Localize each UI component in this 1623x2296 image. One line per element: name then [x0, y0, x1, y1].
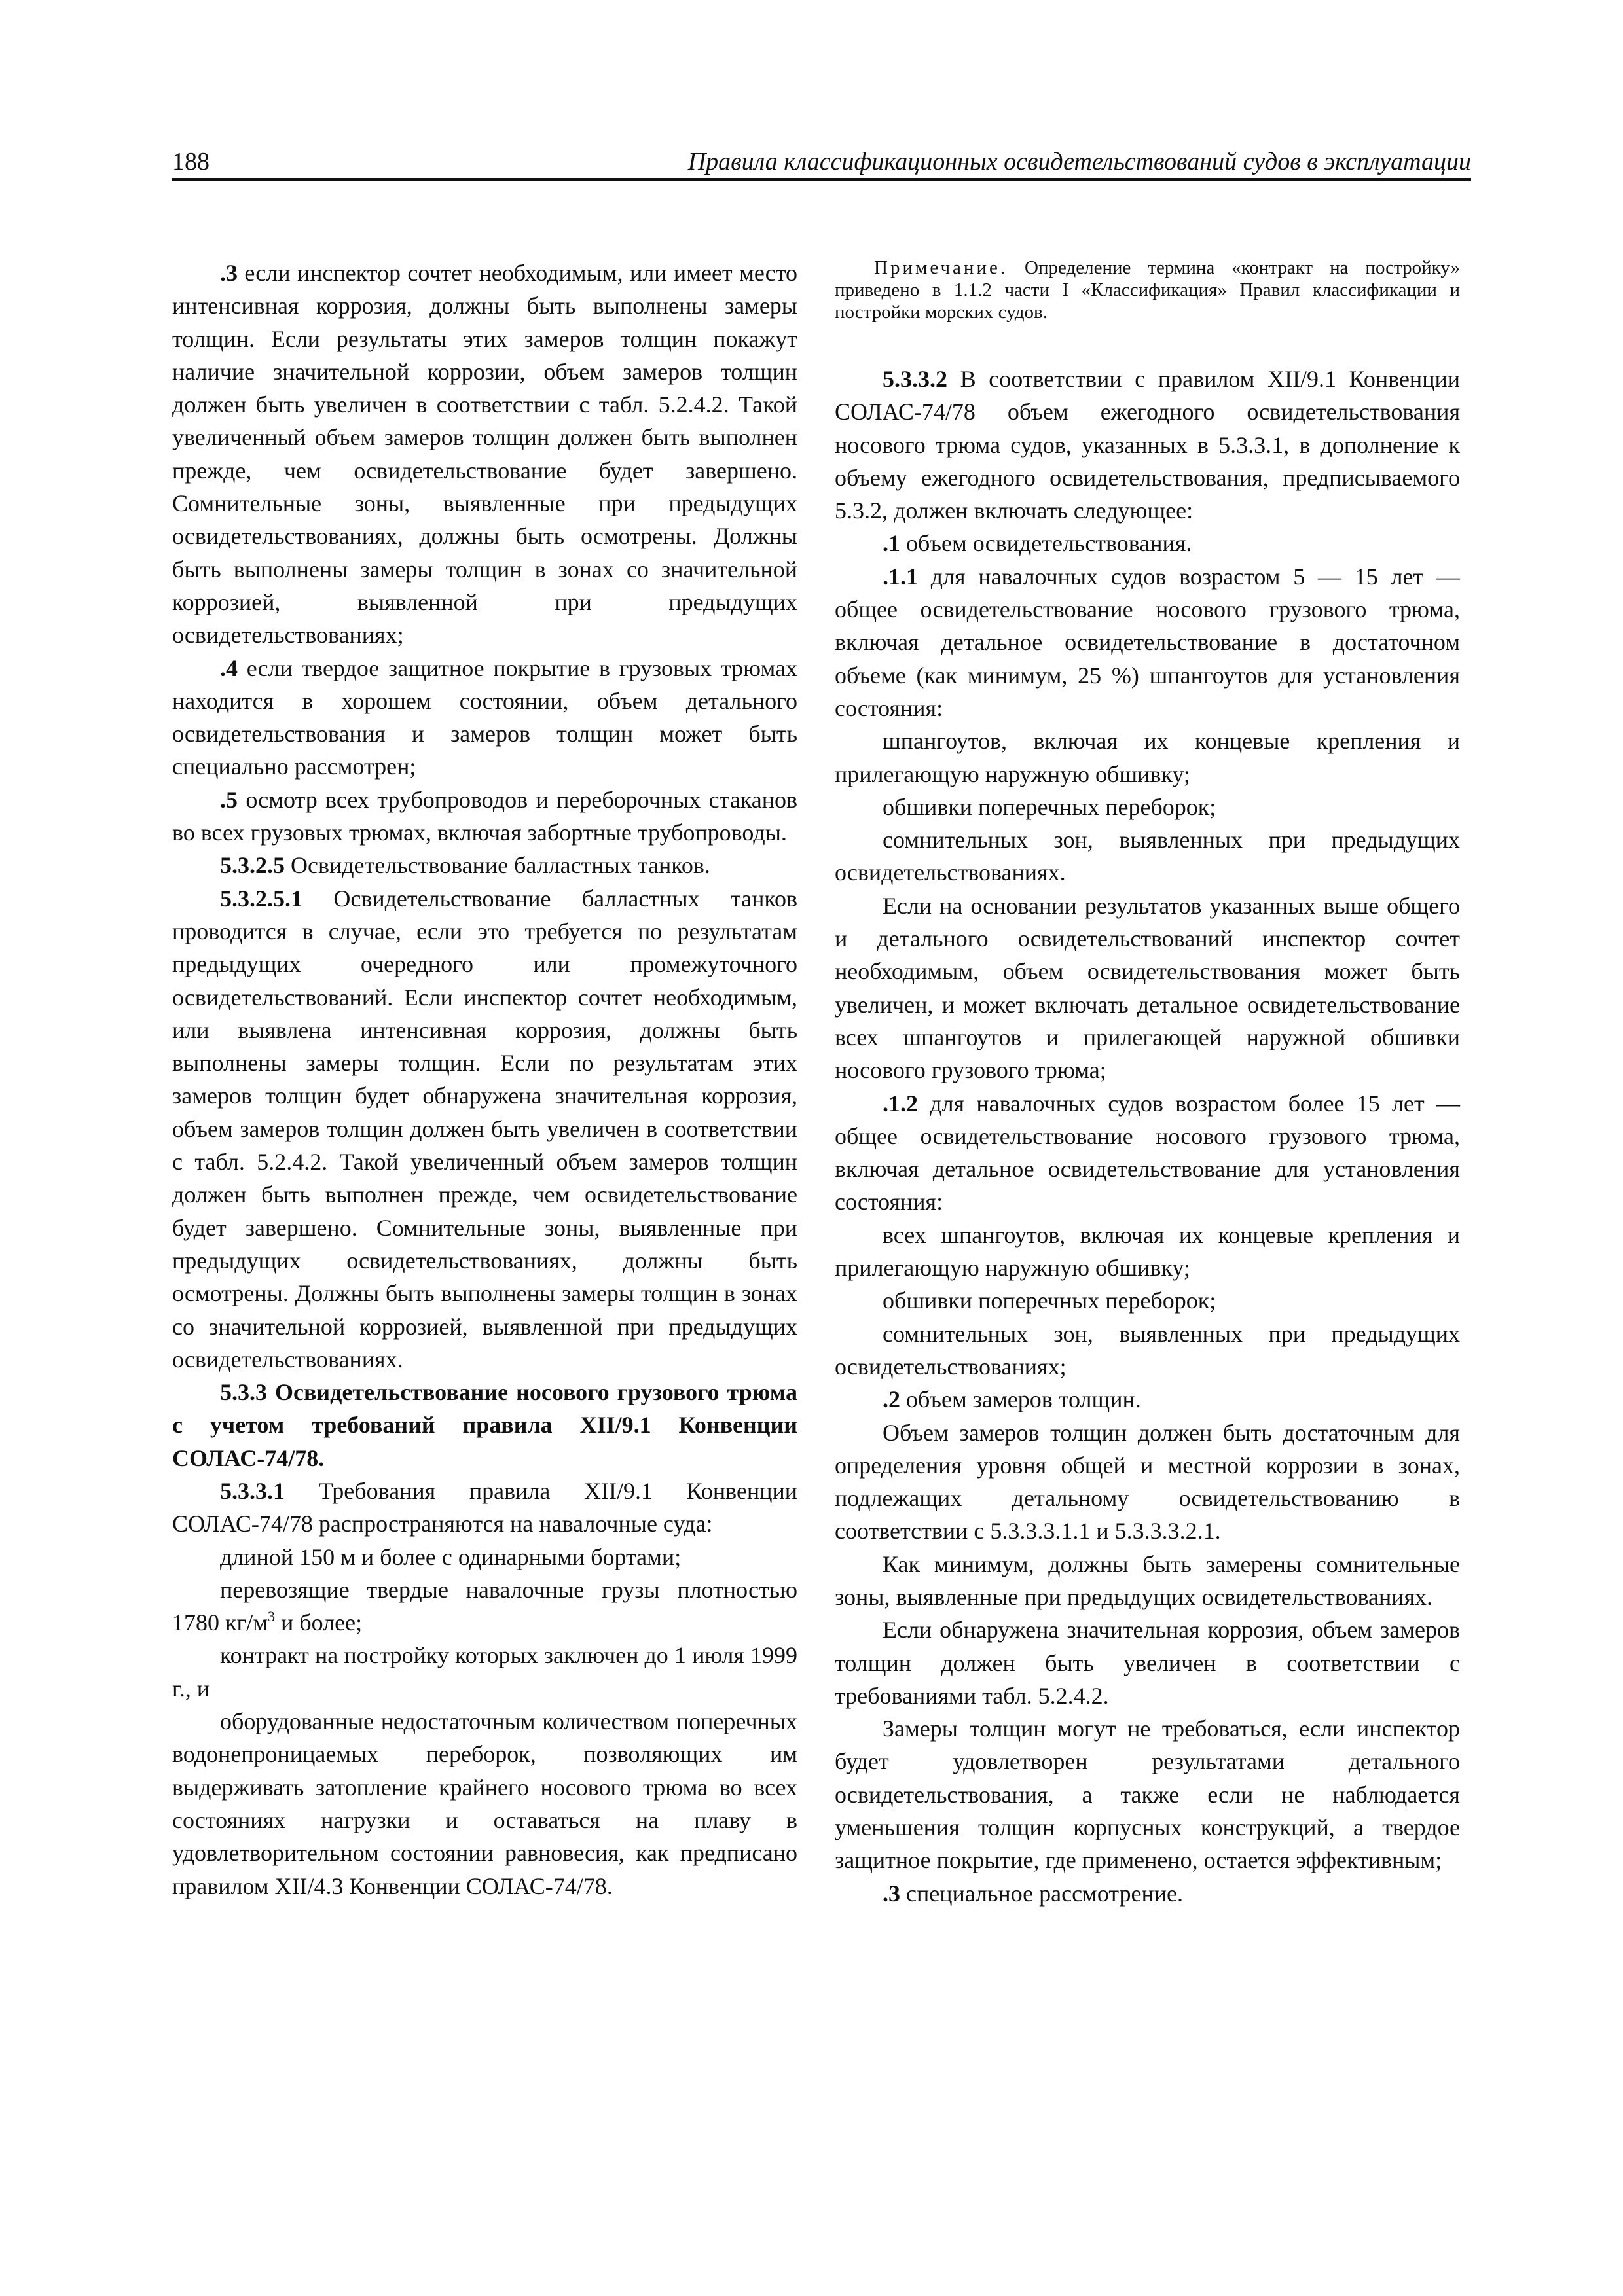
paragraph: 5.3.2.5.1 Освидетельствование балластных танков проводится в случае, если это требуется по результатам предыдущих очередного или промежуточного освидетельствований. Если инспектор сочтет необходимым, или выявлена интенсивная коррозия, должны быть выполнены замеры толщин. Если по результатам этих замеров толщин будет обнаружена значительная коррозия, объем замеров толщин должен быть увеличен в соответствии с табл. 5.2.4.2. Такой увеличенный объем замеров толщин должен быть выполнен прежде, чем освидетельствование будет завершено. Сомнительные зоны, выявленные при предыдущих освидетельствованиях, должны быть осмотрены. Должны быть выполнены замеры толщин в зонах со значительной коррозией, выявленной при предыдущих освидетельствованиях. — [172, 885, 797, 1372]
paragraph: .5 осмотр всех трубопроводов и переборочных стаканов во всех грузовых трюмах, включая забортные трубопроводы. — [172, 786, 797, 846]
paragraph: .3 если инспектор сочтет необходимым, или имеет место интенсивная коррозия, должны быть выполнены замеры толщин. Если результаты этих замеров толщин покажут наличие значительной коррозии, объем замеров толщин должен быть увеличен в соответствии с табл. 5.2.4.2. Такой увеличенный объем замеров толщин должен быть выполнен прежде, чем освидетельствование будет завершено. Сомнительные зоны, выявленные при предыдущих освидетельствованиях, должны быть осмотрены. Должны быть выполнены замеры толщин в зонах со значительной коррозией, выявленной при предыдущих освидетельствованиях; — [172, 260, 797, 649]
paragraph: 5.3.3.2 В соответствии с правилом XII/9.1 Конвенции СОЛАС-74/78 объем ежегодного освидетельствования носового трюма судов, указанных в 5.3.3.1, в дополнение к объему ежегодного освидетельствования, предписываемого 5.3.2, должен включать следующее: — [835, 366, 1460, 524]
list-item: всех шпангоутов, включая их концевые крепления и прилегающую наружную обшивку; — [835, 1221, 1460, 1282]
paragraph: .3 специальное рассмотрение. — [883, 1880, 1184, 1907]
paragraph: Объем замеров толщин должен быть достаточным для определения уровня общей и местной коррозии в зонах, подлежащих детальному освидетельствованию в соответствии с 5.3.3.3.1.1 и 5.3.3.3.2.1. — [835, 1419, 1460, 1545]
list-item: оборудованные недостаточным количеством поперечных водонепроницаемых переборок, позволяющих им выдерживать затопление крайнего носового трюма во всех состояниях нагрузки и оставаться на плаву в удовлетворительном состоянии равновесия, как предписано правилом XII/4.3 Конвенции СОЛАС-74/78. — [172, 1708, 797, 1899]
list-item: сомнительных зон, выявленных при предыдущих освидетельствованиях; — [835, 1320, 1460, 1380]
page-header — [172, 145, 1471, 179]
list-item: обшивки поперечных переборок; — [883, 1287, 1216, 1314]
paragraph: Если на основании результатов указанных выше общего и детального освидетельствований инспектор сочтет необходимым, объем освидетельствования может быть увеличен, и может включать детальное освидетельствование всех шпангоутов и прилегающей наружной обшивки носового грузового трюма; — [835, 892, 1460, 1084]
running-title: Правила классификационных освидетельствований судов в эксплуатации — [687, 148, 1471, 175]
left-column — [172, 257, 797, 1903]
paragraph: 5.3.3.1 Требования правила XII/9.1 Конвенции СОЛАС-74/78 распространяются на навалочные суда: — [172, 1477, 797, 1537]
paragraph: .4 если твердое защитное покрытие в грузовых трюмах находится в хорошем состоянии, объем детального освидетельствования и замеров толщин может быть специально рассмотрен; — [172, 655, 797, 780]
paragraph: Замеры толщин могут не требоваться, если инспектор будет удовлетворен результатами детального освидетельствования, а также если не наблюдается уменьшения толщин корпусных конструкций, а твердое защитное покрытие, где применено, остается эффективным; — [835, 1715, 1460, 1874]
list-item: перевозящие твердые навалочные грузы плотностью 1780 $кг/м^3$ и более; — [172, 1576, 797, 1636]
paragraph: .2 объем замеров толщин. — [883, 1386, 1141, 1413]
page-number: 188 — [172, 148, 210, 175]
section-heading: 5.3.3 Освидетельствование носового грузового трюма с учетом требований правила XII/9.1 Конвенции СОЛАС-74/78. — [172, 1379, 797, 1471]
list-item: шпангоутов, включая их концевые крепления и прилегающую наружную обшивку; — [835, 728, 1460, 787]
list-item: сомнительных зон, выявленных при предыдущих освидетельствованиях. — [835, 827, 1460, 886]
right-column — [835, 257, 1460, 1910]
paragraph: Как минимум, должны быть замерены сомнительные зоны, выявленные при предыдущих освидетельствованиях. — [835, 1551, 1460, 1610]
paragraph: .1.2 для навалочных судов возрастом более 15 лет — общее освидетельствование носового грузового трюма, включая детальное освидетельствование для установления состояния: — [835, 1090, 1460, 1215]
list-item: контракт на постройку которых заключен до 1 июля 1999 г., и — [172, 1642, 797, 1702]
paragraph: 5.3.2.5 Освидетельствование балластных танков. — [220, 852, 710, 879]
header-rule — [172, 178, 1471, 181]
paragraph: .1.1 для навалочных судов возрастом 5 — 15 лет — общее освидетельствование носового грузового трюма, включая детальное освидетельствование в достаточном объеме (как минимум, 25 %) шпангоутов для установления состояния: — [835, 563, 1460, 721]
paragraph: Если обнаружена значительная коррозия, объем замеров толщин должен быть увеличен в соответствии с требованиями табл. 5.2.4.2. — [835, 1617, 1460, 1709]
list-item: обшивки поперечных переборок; — [883, 793, 1216, 820]
paragraph: .1 объем освидетельствования. — [883, 530, 1192, 557]
list-item: длиной 150 м и более с одинарными бортами; — [220, 1543, 682, 1570]
note: Примечание. Определение термина «контракт на постройку» приведено в 1.1.2 части I «Классификация» Правил классификации и постройки морских судов. — [835, 257, 1460, 323]
